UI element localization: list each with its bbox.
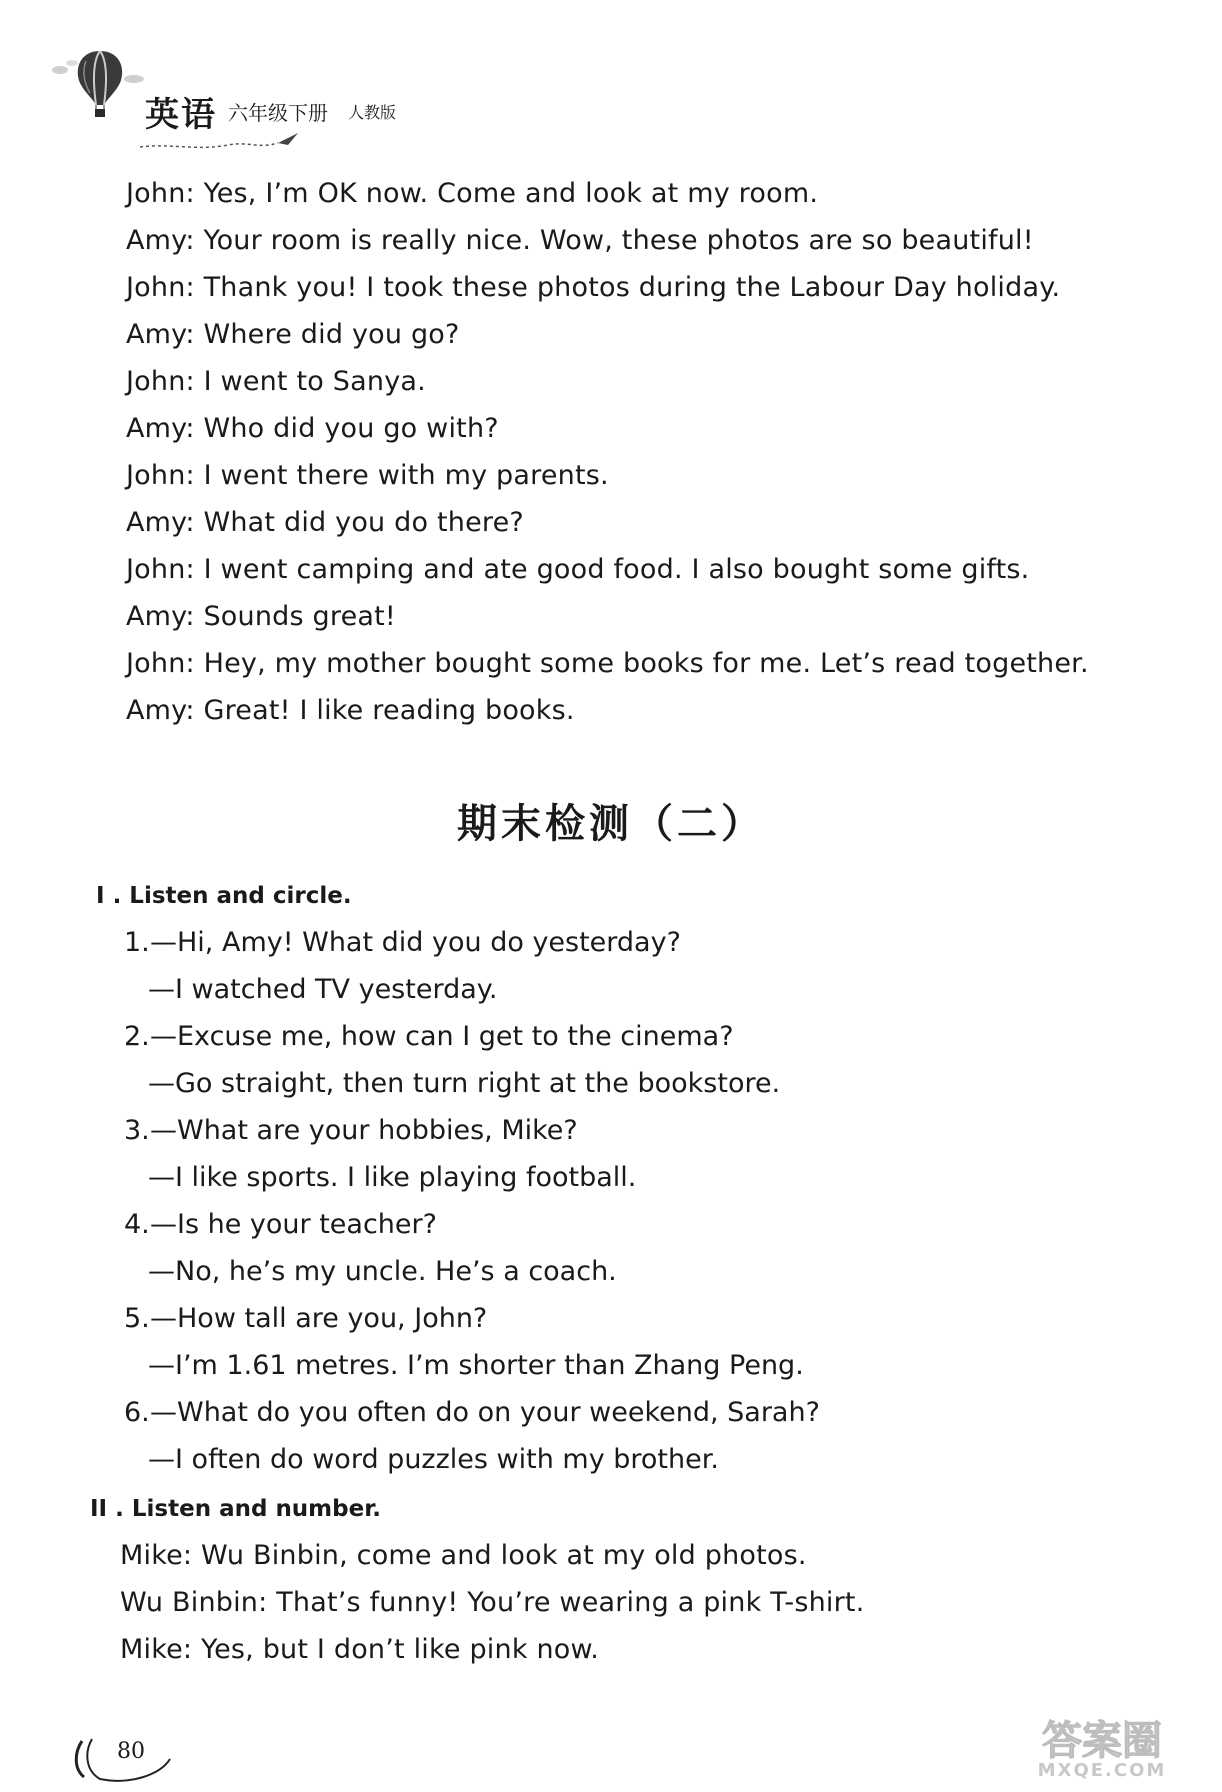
question-number: 6. [124, 1397, 150, 1428]
svg-text:答案圈: 答案圈 [1042, 1718, 1162, 1764]
grade-label: 六年级下册 [228, 101, 328, 125]
question-text: —How tall are you, John? [150, 1303, 488, 1334]
question-text: —What are your hobbies, Mike? [150, 1115, 578, 1146]
section-title: 期末检测（二） [457, 801, 765, 847]
dialogue-line: Mike: Wu Binbin, come and look at my old photos. [120, 1540, 807, 1571]
page-header [50, 45, 450, 155]
page-number: 80 [117, 1739, 145, 1764]
question-number: 2. [124, 1021, 150, 1052]
dialogue-line: John: I went to Sanya. [126, 366, 426, 397]
dialogue-line: John: I went camping and ate good food. I also bought some gifts. [126, 554, 1030, 585]
answer-text: —Go straight, then turn right at the bookstore. [148, 1068, 781, 1099]
question-text: —Is he your teacher? [150, 1209, 437, 1240]
part2-heading: II . Listen and number. [90, 1496, 382, 1522]
subject-label: 英语 [145, 95, 217, 135]
dialogue-line: John: I went there with my parents. [126, 460, 609, 491]
part1-heading: I . Listen and circle. [96, 883, 352, 909]
dotted-flight-line [138, 127, 318, 157]
answer-text: —I’m 1.61 metres. I’m shorter than Zhang Peng. [148, 1350, 804, 1381]
dialogue-line: Amy: Where did you go? [126, 319, 460, 350]
watermark-logo-icon [992, 1712, 1212, 1782]
answer-text: —I often do word puzzles with my brother. [148, 1444, 719, 1475]
dialogue-line: Amy: Who did you go with? [126, 413, 499, 444]
question-text: —Excuse me, how can I get to the cinema? [150, 1021, 734, 1052]
question-number: 3. [124, 1115, 150, 1146]
answer-text: —I like sports. I like playing football. [148, 1162, 637, 1193]
answer-text: —I watched TV yesterday. [148, 974, 498, 1005]
dialogue-line: John: Thank you! I took these photos during the Labour Day holiday. [126, 272, 1061, 303]
watermark [992, 1712, 1212, 1782]
dialogue-line: Amy: What did you do there? [126, 507, 524, 538]
dialogue-line: Wu Binbin: That’s funny! You’re wearing a pink T-shirt. [120, 1587, 865, 1618]
question-text: —What do you often do on your weekend, Sarah? [150, 1397, 820, 1428]
hot-air-balloon-icon [50, 45, 150, 125]
dialogue-line: John: Yes, I’m OK now. Come and look at my room. [126, 178, 819, 209]
svg-text:MXQE.COM: MXQE.COM [1037, 1760, 1167, 1781]
question-number: 4. [124, 1209, 150, 1240]
dialogue-line: Mike: Yes, but I don’t like pink now. [120, 1634, 600, 1665]
question-number: 1. [124, 927, 150, 958]
page-footer [70, 1735, 190, 1785]
question-number: 5. [124, 1303, 150, 1334]
answer-text: —No, he’s my uncle. He’s a coach. [148, 1256, 617, 1287]
dialogue-line: John: Hey, my mother bought some books for me. Let’s read together. [126, 648, 1089, 679]
edition-label: 人教版 [348, 103, 397, 122]
dialogue-line: Amy: Your room is really nice. Wow, these photos are so beautiful! [126, 225, 1034, 256]
dialogue-line: Amy: Great! I like reading books. [126, 695, 575, 726]
dialogue-line: Amy: Sounds great! [126, 601, 396, 632]
question-text: —Hi, Amy! What did you do yesterday? [150, 927, 681, 958]
